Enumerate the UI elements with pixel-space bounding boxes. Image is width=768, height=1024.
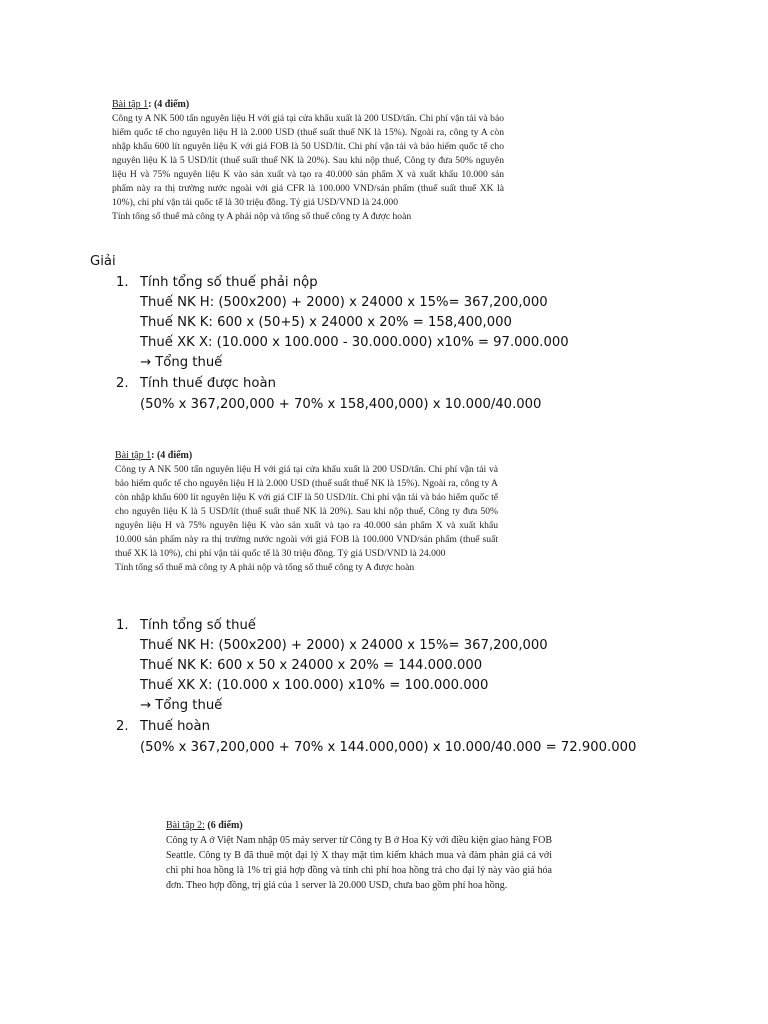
total-tax-line: → Tổng thuế — [140, 355, 223, 370]
calc-import-tax-k: Thuế NK K: 600 x (50+5) x 24000 x 20% = 158,400,000 — [140, 315, 512, 330]
exercise-body: Công ty A ở Việt Nam nhập 05 máy server từ Công ty B ở Hoa Kỳ với điều kiện giao hàng FOB Seattle. Công ty B đã thuê một đại lý X thay mặt tìm kiếm khách mua và đàm phán giá cả với chi phí hoa hồng là 1% trị giá hợp đồng và tính chi phí hoa hồng trả cho đại lý này vào giá hóa đơn. Theo hợp đồng, trị giá của 1 server là 20.000 USD, chưa bao gồm phí hoa hồng. — [166, 835, 552, 891]
calc-refund: (50% x 367,200,000 + 70% x 158,400,000) x 10.000/40.000 — [140, 397, 542, 412]
list-number: 2. — [116, 719, 129, 734]
list-item-title: Tính tổng số thuế — [140, 618, 256, 633]
total-tax-line: → Tổng thuế — [140, 698, 223, 713]
exercise-title — [115, 449, 498, 463]
calc-import-tax-h: Thuế NK H: (500x200) + 2000) x 24000 x 15%= 367,200,000 — [140, 638, 548, 653]
calc-export-tax-x: Thuế XK X: (10.000 x 100.000 - 30.000.000) x10% = 97.000.000 — [140, 335, 569, 350]
exercise-question: Tính tổng số thuế mà công ty A phải nộp và tổng số thuế công ty A được hoàn — [115, 562, 415, 573]
exercise-2-scan — [166, 818, 552, 893]
exercise-label: Bài tập 1 — [115, 450, 152, 461]
list-item-title: Tính tổng số thuế phải nộp — [140, 275, 318, 290]
exercise-1-scan-a — [112, 98, 504, 224]
exercise-label: Bài tập 1 — [112, 99, 149, 110]
exercise-title — [112, 98, 504, 112]
exercise-points: : (4 điểm) — [148, 99, 190, 110]
solution-heading: Giải — [90, 254, 116, 269]
calc-import-tax-h: Thuế NK H: (500x200) + 2000) x 24000 x 15%= 367,200,000 — [140, 295, 548, 310]
calc-import-tax-k: Thuế NK K: 600 x 50 x 24000 x 20% = 144.000.000 — [140, 658, 483, 673]
list-item-title: Thuế hoàn — [140, 719, 210, 734]
list-number: 2. — [116, 376, 129, 391]
exercise-title — [166, 818, 552, 833]
list-item-title: Tính thuế được hoàn — [140, 376, 276, 391]
exercise-body: Công ty A NK 500 tấn nguyên liệu H với giá tại cửa khẩu xuất là 200 USD/tấn. Chi phí vận tải và bảo hiểm quốc tế cho nguyên liệu H là 2.000 USD (thuế suất thuế NK là 15%). Ngoài ra, công ty A còn nhập khẩu 600 lít nguyên liệu K với giá FOB là 50 USD/lít. Chi phí vận tải và bảo hiểm quốc tế cho nguyên liệu K là 5 USD/lít (thuế suất thuế NK là 20%). Sau khi nộp thuế, Công ty đưa 50% nguyên liệu H và 75% nguyên liệu K vào sản xuất và tạo ra 40.000 sản phẩm X và xuất khẩu 10.000 sản phẩm này ra thị trường nước ngoài với giá CFR là 100.000 VND/sản phẩm (thuế suất thuế XK là 10%), chi phí vận tải quốc tế là 30 triệu đồng. Tỷ giá USD/VND là 24.000 — [112, 113, 504, 208]
list-number: 1. — [116, 618, 129, 633]
calc-export-tax-x: Thuế XK X: (10.000 x 100.000) x10% = 100.000.000 — [140, 678, 489, 693]
exercise-1-scan-b — [115, 449, 498, 575]
exercise-question: Tính tổng số thuế mà công ty A phải nộp và tổng số thuế công ty A được hoàn — [112, 211, 412, 222]
exercise-points: : (4 điểm) — [151, 450, 193, 461]
list-number: 1. — [116, 275, 129, 290]
exercise-body: Công ty A NK 500 tấn nguyên liệu H với giá tại cửa khẩu xuất là 200 USD/tấn. Chi phí vận tải và bảo hiểm quốc tế cho nguyên liệu H là 2.000 USD (thuế suất thuế NK là 15%). Ngoài ra, công ty A còn nhập khẩu 600 lít nguyên liệu K với giá CIF là 50 USD/lít. Chi phí vận tải và bảo hiểm quốc tế cho nguyên liệu K là 5 USD/lít (thuế suất thuế NK là 20%). Sau khi nộp thuế, Công ty đưa 50% nguyên liệu H và 75% nguyên liệu K vào sản xuất và tạo ra 40.000 sản phẩm X và xuất khẩu 10.000 sản phẩm này ra thị trường nước ngoài với giá FOB là 100.000 VND/sản phẩm (thuế suất thuế XK là 10%), chi phí vận tải quốc tế là 30 triệu đồng. Tỷ giá USD/VND là 24.000 — [115, 464, 498, 559]
exercise-points: (6 điểm) — [204, 820, 243, 831]
exercise-label: Bài tập 2: — [166, 820, 205, 831]
calc-refund: (50% x 367,200,000 + 70% x 144.000,000) x 10.000/40.000 = 72.900.000 — [140, 740, 637, 755]
